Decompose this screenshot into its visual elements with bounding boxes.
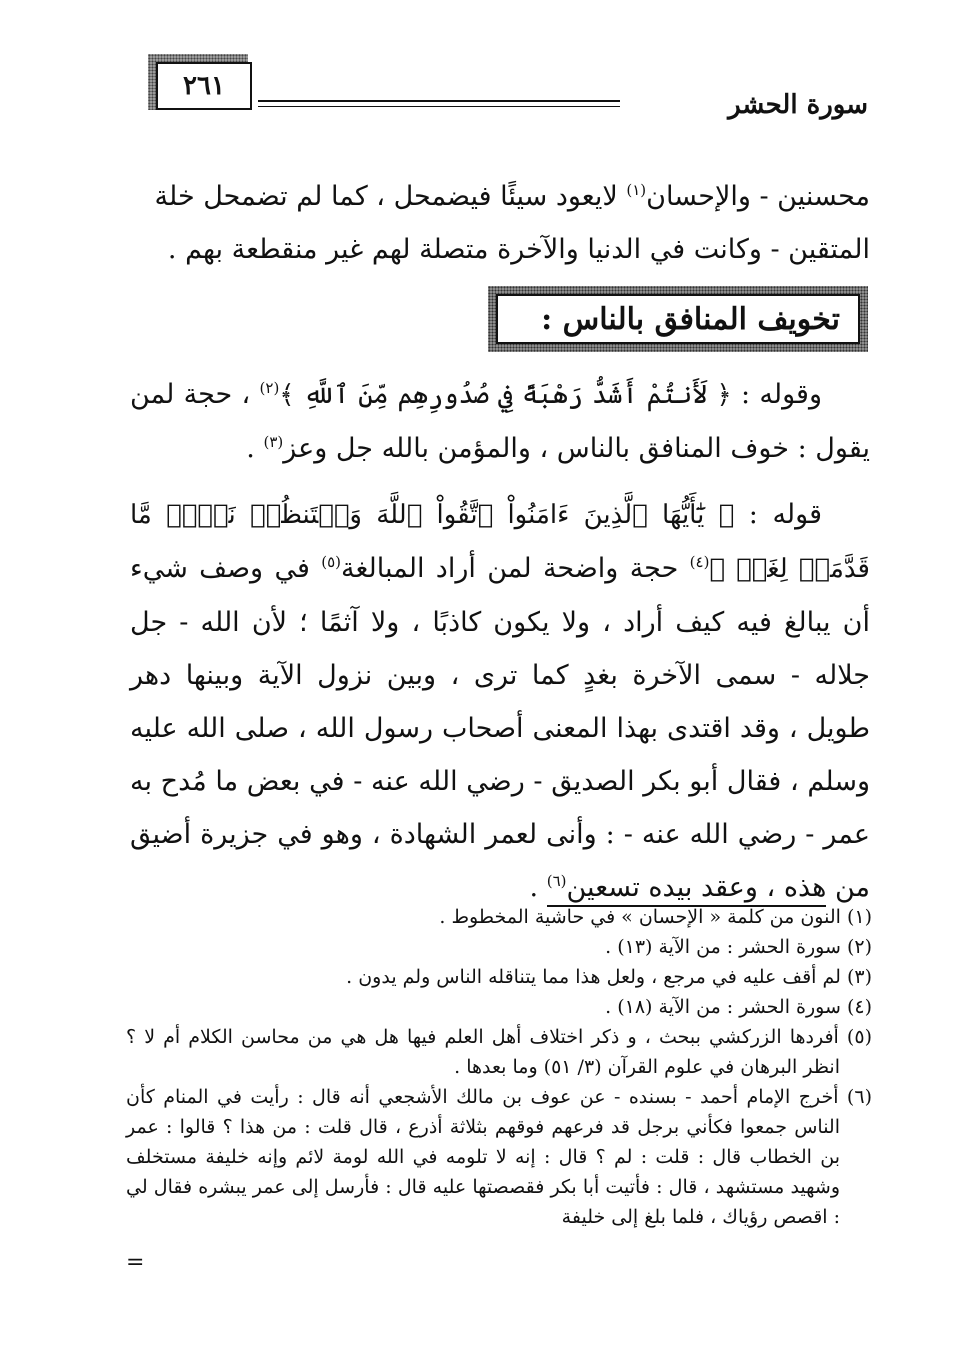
- footnote-ref: (٥): [321, 553, 341, 571]
- footnote-1: (١) النون من كلمة « الإحسان » في حاشية المخطوط .: [439, 906, 872, 928]
- paragraph-text: .: [246, 433, 264, 464]
- paragraph-text: .: [529, 872, 547, 903]
- footnote-ref: (١): [626, 181, 647, 199]
- footnote-ref: (٤): [689, 553, 710, 571]
- footnote-4: (٤) سورة الحشر : من الآية (١٨) .: [605, 996, 872, 1018]
- paragraph-1-text: [130, 368, 870, 475]
- continuation-mark: =: [126, 1250, 145, 1275]
- footnote-ref: (٦): [546, 872, 567, 890]
- paragraph-text: هذه ، وعقد بيده تسعين: [566, 872, 827, 903]
- intro-line-2: المتقين - وكانت في الدنيا والآخرة متصلة لهم غير منقطعة بهم .: [167, 234, 870, 265]
- paragraph-text: ، حجة لمن يقول : خوف المنافق بالناس ، والمؤمن بالله جل وعز: [130, 379, 870, 464]
- footnote-ref: (٢): [259, 379, 280, 397]
- header-rule-thin: [258, 106, 620, 107]
- paragraph-text: وقوله :: [731, 379, 822, 410]
- paragraph-2: [130, 488, 870, 914]
- section-heading-frame: [496, 294, 860, 344]
- section-title: تخويف المنافق بالناس :: [541, 301, 840, 337]
- paragraph-text: في وصف شيء أن يبالغ فيه كيف أراد ، ولا يكون كاذبًا ، ولا آثمًا ؛ لأن الله - جل جلاله - سمى الآخرة بغدٍ كما ترى ، وبين نزول الآية وبينها دهر طويل ، وقد اقتدى بهذا المعنى أصحاب رسول الله ، صلى الله عليه وسلم ، فقال أبو بكر الصديق - رضي الله عنه - في بعض ما مُدح به عمر - رضي الله عنه - : وأنى لعمر الشهادة ، وهو في جزيرة أضيق من: [130, 553, 870, 903]
- footnote-6: (٦) أخرج الإمام أحمد - بسنده - عن عوف بن مالك الأشجعي أنه قال : رأيت في المنام كأن الناس جمعوا فكأني برجل قد فرعهم فوقهم بثلاثة أذرع ، قال قلت : من هذا ؟ قالوا : عمر بن الخطاب قال : قلت : لم ؟ قال : إنه لا تلومه في الله لومة لائم وإنه خليفة مستخلف وشهيد مستشهد ، قال : فأتيت أبا بكر فقصصتها عليه قال : فأرسل إلى عمر يبشره فقال لي : اقصص رؤياك ، فلما بلغ إلى خليفة: [126, 1086, 872, 1228]
- section-heading-box: [488, 286, 868, 352]
- quran-verse: ﴿ يَٰٓأَيُّهَا ٱلَّذِينَ ءَامَنُواْ ٱتَّقُواْ ٱللَّهَ وَلۡتَنظُرۡ نَفۡسٞ مَّا قَدَّمَتۡ لِغَدٖ ﴾: [130, 500, 870, 584]
- paragraph-text: حجة واضحة لمن أراد المبالغة: [341, 553, 690, 584]
- footnote-ref: (٣): [263, 433, 284, 451]
- intro-text: محسنين - والإحسان: [646, 181, 870, 212]
- intro-text: لايعود سيئًا فيضمحل ، كما لم تضمحل خلة: [154, 181, 627, 212]
- intro-line-1: [130, 170, 870, 223]
- quran-verse: ﴿ لَأَنتُمْ أَشَدُّ رَهْبَةً فِي صُدُورِهِم مِّنَ ٱللَّهِ ﴾: [279, 380, 732, 410]
- footnotes: [126, 902, 872, 1232]
- page-number-box: [148, 54, 258, 116]
- footnote-5: (٥) أفردها الزركشي ببحث ، و ذكر اختلاف أهل العلم فيها هل هي من محاسن الكلام أم لا ؟ انظر البرهان في علوم القرآن (٣/ ٥١) وما بعدها .: [126, 1026, 872, 1078]
- footnote-2: (٢) سورة الحشر : من الآية (١٣) .: [605, 936, 872, 958]
- intro-paragraph: [130, 170, 870, 276]
- footnote-3: (٣) لم أقف عليه في مرجع ، ولعل هذا مما يتناقله الناس ولم يدون .: [346, 966, 872, 988]
- page-number: ٢٦١: [156, 62, 252, 110]
- header-rule: [258, 100, 620, 102]
- paragraph-text: قوله :: [734, 499, 822, 530]
- paragraph-2-text: [130, 488, 870, 914]
- surah-title: سورة الحشر: [728, 90, 868, 120]
- paragraph-1: [130, 368, 870, 475]
